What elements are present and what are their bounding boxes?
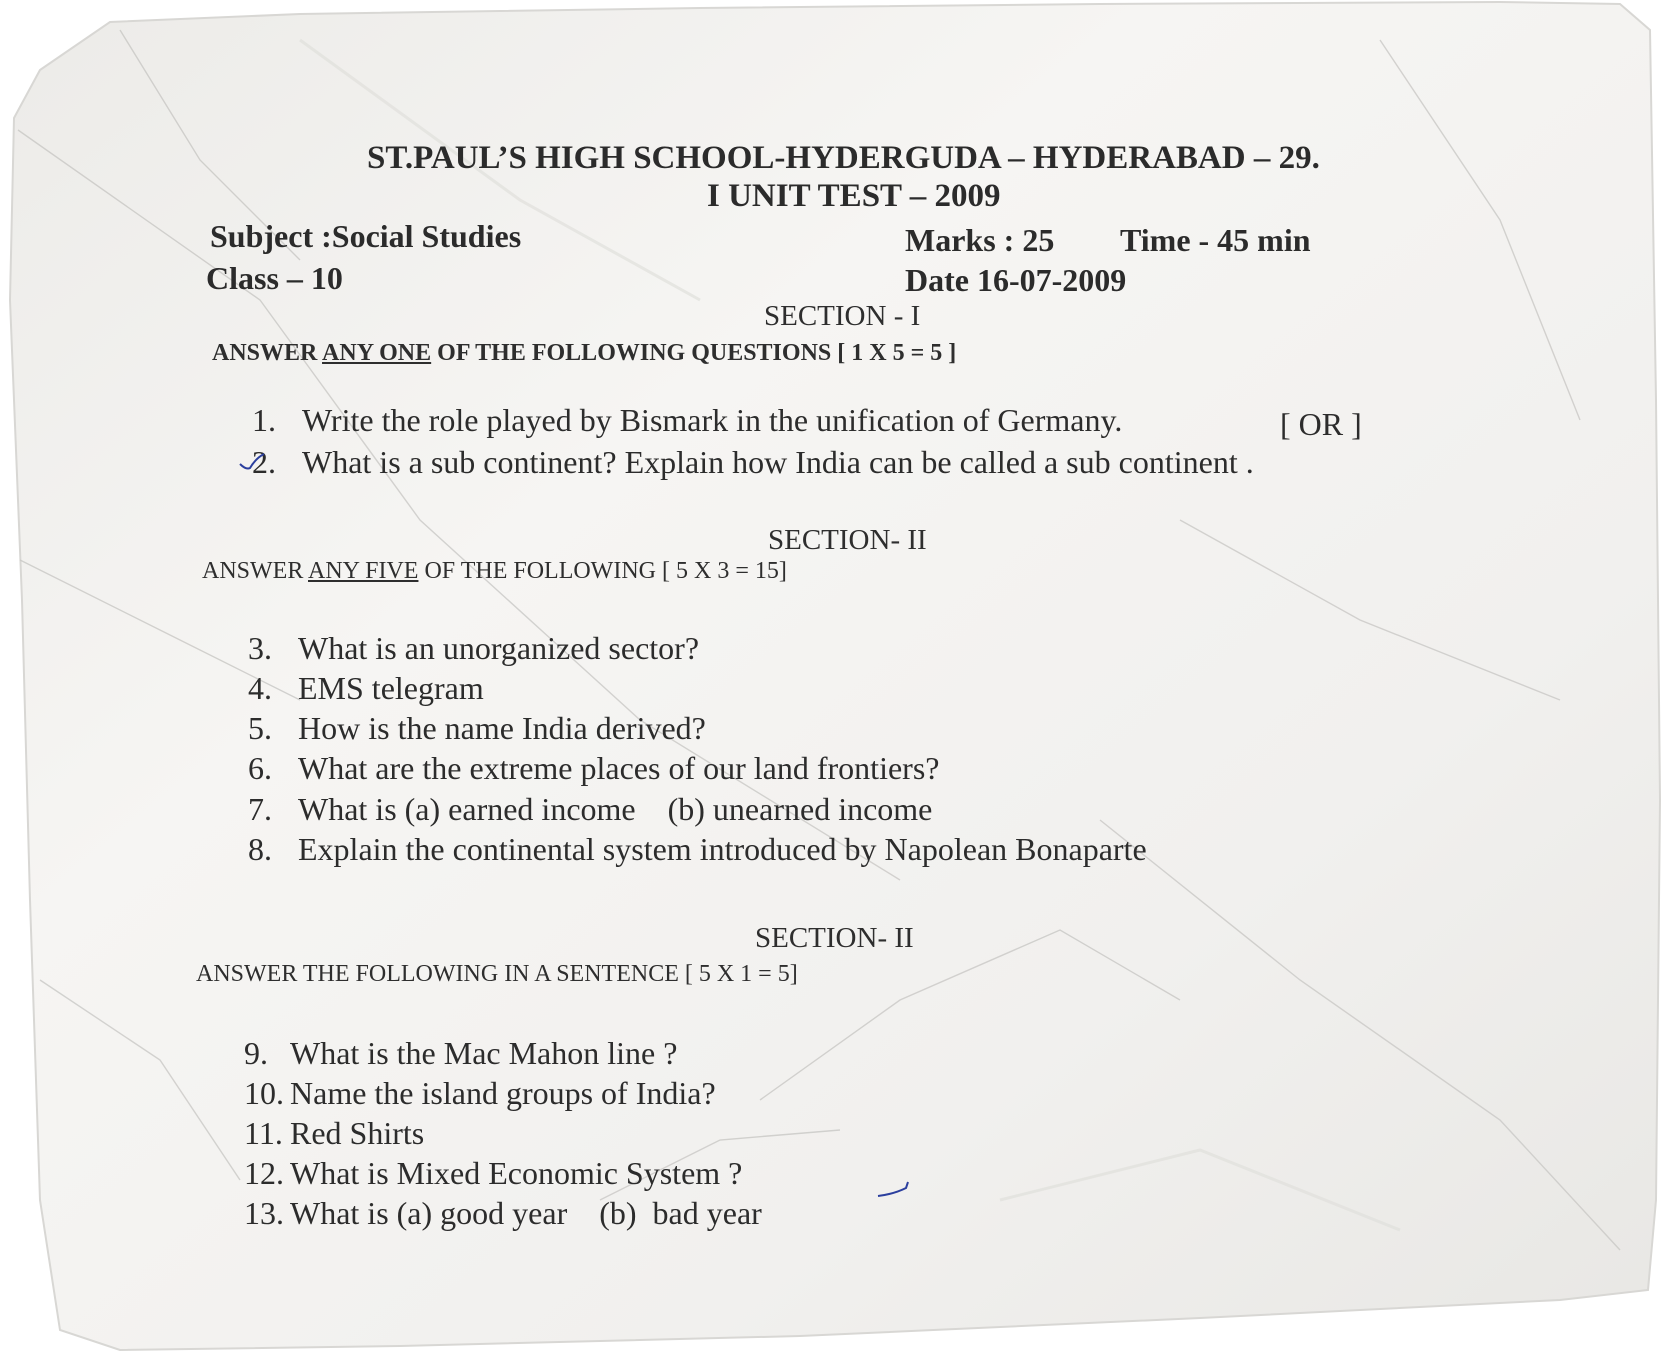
question-2 [252,446,1254,478]
question-number: 5. [248,710,272,746]
pen-mark [876,1176,916,1207]
question-number: 2. [252,444,276,480]
question-12 [244,1157,742,1189]
instruction-post: OF THE FOLLOWING [ 5 X 3 = 15] [418,558,787,584]
question-8 [248,833,1147,865]
question-5 [248,712,706,744]
school-name: ST.PAUL’S HIGH SCHOOL-HYDERGUDA – HYDERABAD – 29. [367,140,1320,176]
question-9 [244,1037,677,1069]
question-text: Write the role played by Bismark in the unification of Germany. [302,402,1123,438]
question-text: EMS telegram [298,670,484,706]
instruction-underlined: ANY FIVE [308,558,419,584]
question-number: 11. [244,1115,283,1151]
question-text: What is Mixed Economic System ? [290,1155,743,1191]
instruction-post: OF THE FOLLOWING QUESTIONS [ 1 X 5 = 5 ] [431,340,957,366]
question-text: What is (a) good year (b) bad year [290,1195,762,1231]
section-2-title: SECTION- II [768,524,927,556]
question-number: 9. [244,1035,268,1071]
question-text: What is a sub continent? Explain how India can be called a sub continent . [302,444,1254,480]
class-line: Class – 10 [206,260,343,296]
question-11 [244,1117,424,1149]
date-line: Date 16-07-2009 [905,262,1127,298]
section-3-title: SECTION- II [755,922,914,954]
time-line: Time - 45 min [1120,222,1311,258]
question-number: 3. [248,630,272,666]
question-number: 7. [248,791,272,827]
question-text: Name the island groups of India? [290,1075,716,1111]
question-number: 6. [248,750,272,786]
question-1 [252,404,1122,436]
instruction-pre: ANSWER [202,558,309,584]
question-number: 8. [248,831,272,867]
instruction-pre: ANSWER [212,340,323,366]
pen-tick-mark [238,448,268,483]
question-number: 1. [252,402,276,438]
question-number: 12. [244,1155,284,1191]
section-2-instruction [202,559,787,583]
question-text: What is the Mac Mahon line ? [290,1035,678,1071]
or-marker: [ OR ] [1280,406,1362,442]
question-text: What is an unorganized sector? [298,630,700,666]
instruction-underlined: ANY ONE [322,340,432,366]
question-7 [248,793,932,825]
question-3 [248,632,699,664]
question-13 [244,1197,762,1229]
question-10 [244,1077,716,1109]
section-3-instruction: ANSWER THE FOLLOWING IN A SENTENCE [ 5 X 1 = 5] [196,961,798,987]
question-text: How is the name India derived? [298,710,706,746]
subject-line: Subject :Social Studies [210,218,522,254]
question-6 [248,752,939,784]
question-text: Red Shirts [290,1115,425,1151]
question-number: 10. [244,1075,284,1111]
test-title: I UNIT TEST – 2009 [707,178,1001,214]
question-text: What are the extreme places of our land frontiers? [298,750,940,786]
question-text: Explain the continental system introduced by Napolean Bonaparte [298,831,1147,867]
question-4 [248,672,484,704]
marks-line: Marks : 25 [905,222,1055,258]
question-number: 4. [248,670,272,706]
question-text: What is (a) earned income (b) unearned income [298,791,933,827]
section-1-title: SECTION - I [764,300,921,332]
section-1-instruction [212,341,956,365]
question-number: 13. [244,1195,284,1231]
